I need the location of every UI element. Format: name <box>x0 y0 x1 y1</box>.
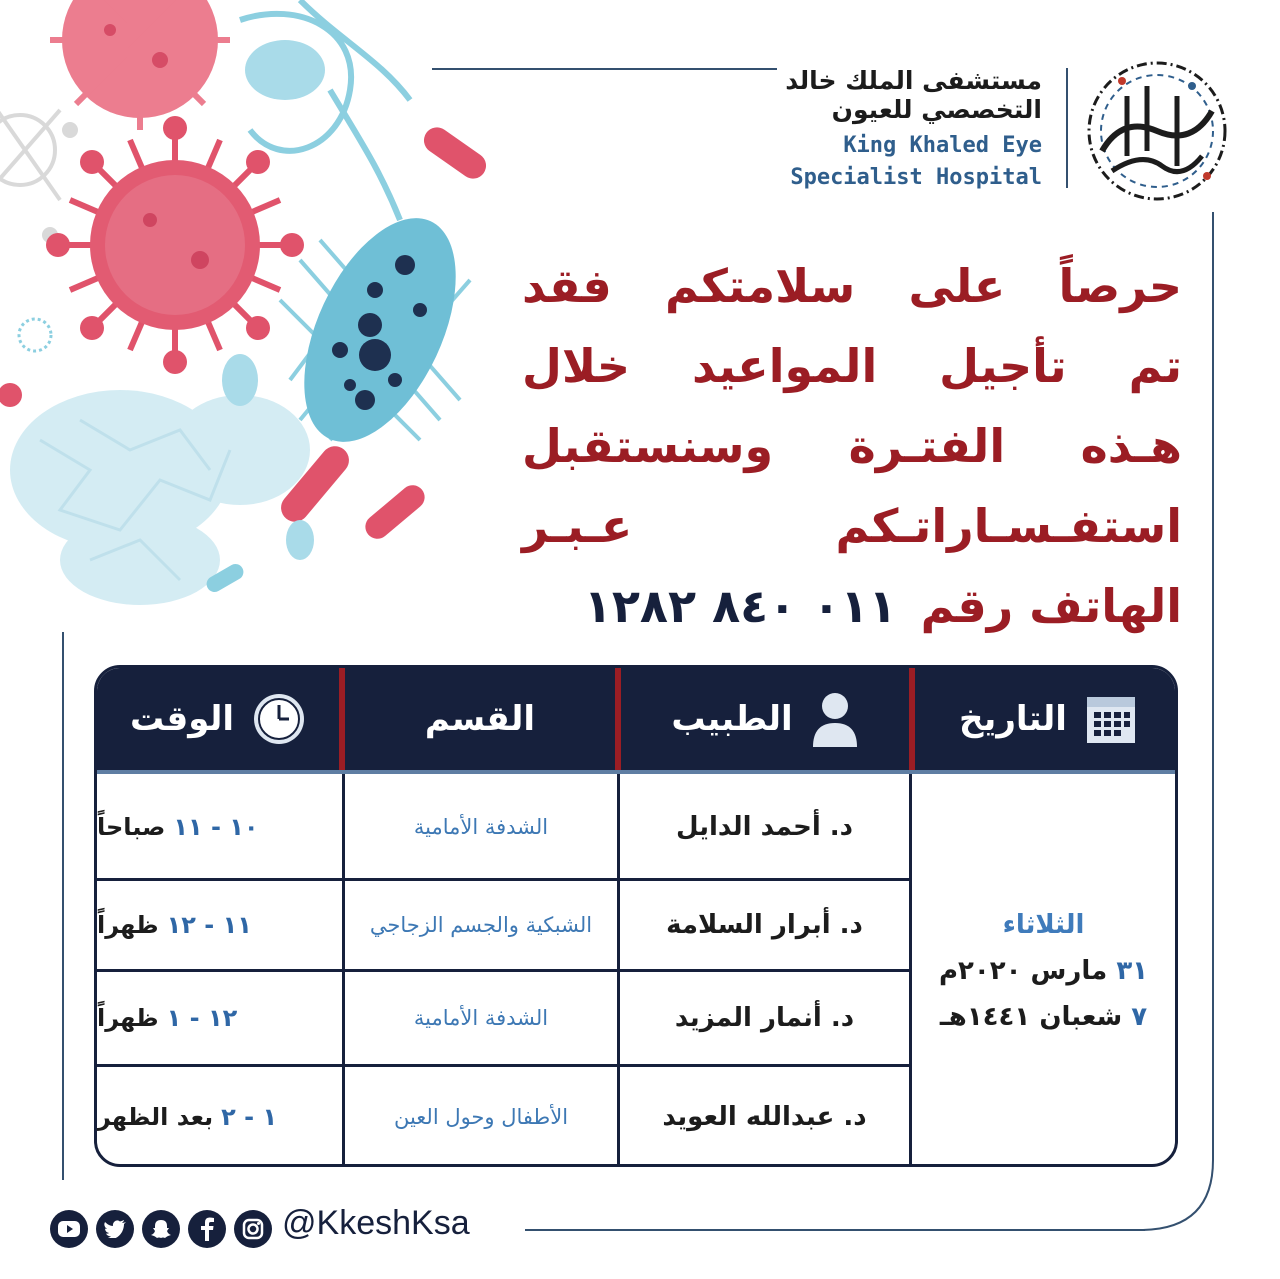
blue-bacterium-icon <box>273 195 487 465</box>
time-range: ١٢ - ١ <box>166 1004 238 1032</box>
message-line-5 <box>522 566 1182 646</box>
phone-number[interactable]: ٠١١ ٨٤٠ ١٢٨٢ <box>583 579 897 633</box>
header-separator <box>615 668 621 770</box>
table-row-doctor: د. أنمار المزيد <box>674 1003 855 1033</box>
time-period: بعد الظهر <box>97 1103 214 1131</box>
table-header <box>97 668 1175 774</box>
message-line-4: استفـسـاراتـكم عـبـر <box>522 499 1182 553</box>
date-gregorian-num: ٣١ <box>1116 956 1149 986</box>
facebook-icon[interactable] <box>188 1210 226 1248</box>
message-line-1: حرصاً على سلامتكم فقد <box>522 259 1182 313</box>
left-frame-rule <box>62 632 64 1180</box>
table-row-department: الشبكية والجسم الزجاجي <box>369 913 593 937</box>
header-doctor-label: الطبيب <box>671 699 793 739</box>
postponement-message <box>522 246 1182 646</box>
table-row-department: الشدفة الأمامية <box>413 815 549 839</box>
schedule-table <box>94 665 1178 1167</box>
youtube-icon[interactable] <box>50 1210 88 1248</box>
header-separator <box>909 668 915 770</box>
pink-spiky-virus-icon <box>50 0 230 130</box>
person-icon <box>811 691 859 747</box>
message-line-3: هـذه الفتـرة وسنستقبل <box>522 419 1182 473</box>
date-gregorian <box>939 948 1148 994</box>
message-line-2: تم تأجيل المواعيد خلال <box>522 339 1182 393</box>
table-row-department: الأطفال وحول العين <box>393 1105 569 1129</box>
header-date-label: التاريخ <box>959 699 1067 739</box>
header-time-label: الوقت <box>130 699 234 739</box>
phone-label: الهاتف رقم <box>920 579 1182 633</box>
table-row-time <box>97 972 342 1064</box>
right-frame-rule <box>1212 212 1214 1152</box>
hospital-name-en-line1: King Khaled Eye <box>843 133 1042 158</box>
header-separator <box>339 668 345 770</box>
table-row-time <box>97 776 342 878</box>
table-row-time <box>97 881 342 969</box>
snapchat-icon[interactable] <box>142 1210 180 1248</box>
date-hijri-num: ٧ <box>1131 1002 1148 1032</box>
hospital-name-english <box>790 130 1042 194</box>
footer-rule <box>525 1229 1145 1231</box>
date-gregorian-text: مارس ٢٠٢٠م <box>938 956 1108 986</box>
table-row-doctor: د. عبدالله العويد <box>662 1102 867 1132</box>
clock-icon <box>252 692 306 746</box>
red-coronavirus-icon <box>46 116 304 374</box>
hospital-logo-icon <box>1082 56 1232 206</box>
date-cell <box>912 776 1175 1166</box>
table-row-department: الشدفة الأمامية <box>413 1006 549 1030</box>
logo-divider <box>1066 68 1068 188</box>
microbes-illustration <box>0 0 520 620</box>
table-row-doctor: د. أحمد الدايل <box>676 812 853 842</box>
hospital-name-ar-line1: مستشفى الملك خالد <box>785 66 1042 95</box>
time-period: ظهراً <box>97 1004 159 1032</box>
twitter-icon[interactable] <box>96 1210 134 1248</box>
table-row-doctor: د. أبرار السلامة <box>666 910 863 940</box>
date-hijri-text: شعبان ١٤٤١هـ <box>939 1002 1123 1032</box>
time-period: ظهراً <box>97 911 159 939</box>
hospital-name-en-line2: Specialist Hospital <box>790 165 1042 190</box>
header-doctor <box>621 668 909 770</box>
time-range: ١١ - ١٢ <box>166 911 252 939</box>
date-day: الثلاثاء <box>1002 910 1085 940</box>
header-date <box>915 668 1178 770</box>
calendar-icon <box>1085 693 1137 745</box>
date-hijri <box>940 994 1147 1040</box>
instagram-icon[interactable] <box>234 1210 272 1248</box>
time-range: ١٠ - ١١ <box>173 813 259 841</box>
blue-mesh-cell-icon <box>10 390 310 605</box>
header-department-label: القسم <box>424 699 536 739</box>
header-rule <box>432 68 777 70</box>
table-row-time <box>97 1067 342 1167</box>
time-range: ١ - ٢ <box>221 1103 278 1131</box>
header-department <box>345 668 615 770</box>
time-period: صباحاً <box>97 813 166 841</box>
grey-cell-icon <box>0 100 76 241</box>
hospital-name-ar-line2: التخصصي للعيون <box>831 95 1042 124</box>
blue-flagellate-icon <box>240 0 410 220</box>
social-handle[interactable]: @KkeshKsa <box>282 1204 470 1242</box>
header-time <box>97 668 339 770</box>
hospital-name-arabic <box>785 66 1042 124</box>
